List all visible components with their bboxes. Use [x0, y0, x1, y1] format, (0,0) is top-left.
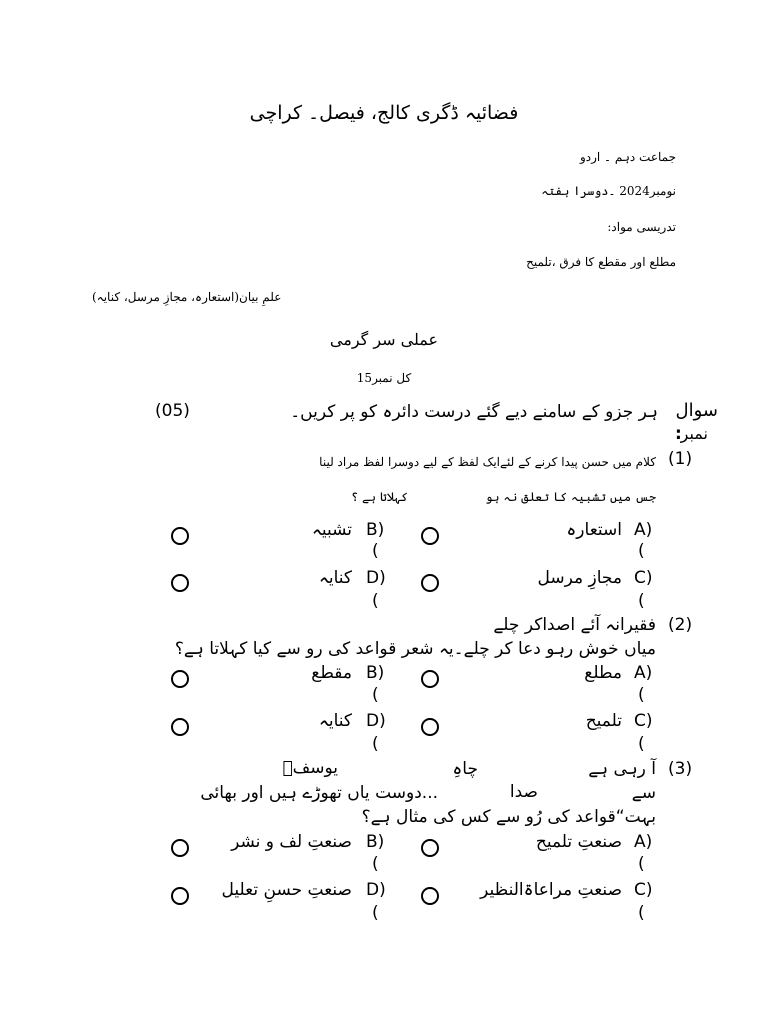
option-2b-radio[interactable]	[171, 670, 189, 688]
section-marks: (05)	[155, 401, 190, 421]
option-2b-label: مقطع	[311, 663, 352, 683]
topic-line: مطلع اور مقطع کا فرق ،تلمیح	[526, 255, 676, 269]
question-3-line3: بہت“قواعد کی رُو سے کس کی مثال ہے؟	[361, 807, 656, 827]
option-3b-label: صنعتِ لف و نشر	[231, 832, 352, 852]
section-instruction: ہر جزو کے سامنے دیے گئے درست دائرہ کو پر کریں۔	[290, 402, 658, 422]
option-1d-paren: (	[372, 591, 379, 611]
option-3d-radio[interactable]	[171, 887, 189, 905]
option-3b-paren: (	[372, 854, 379, 874]
option-1c-paren: (	[638, 591, 645, 611]
option-1d-radio[interactable]	[171, 574, 189, 592]
option-1b-paren: (	[372, 541, 379, 561]
option-2a-letter: A)	[634, 663, 653, 683]
section-colon: :	[675, 424, 682, 444]
question-1-line2: جس میں تشبیہ کا تعلق نہ ہو	[485, 490, 656, 504]
question-3-line2c: ...دوست یاں تھوڑے ہیں اور بھائی	[200, 783, 438, 803]
question-3-line2a: سے	[631, 783, 656, 803]
option-2a-label: مطلع	[584, 663, 622, 683]
option-3b-letter: B)	[366, 832, 385, 852]
question-3-line2b: صدا	[509, 782, 538, 802]
option-3a-letter: A)	[634, 832, 653, 852]
option-3d-label: صنعتِ حسنِ تعلیل	[221, 880, 352, 900]
option-2d-label: کنایہ	[318, 711, 352, 731]
option-2c-paren: (	[638, 734, 645, 754]
option-3a-paren: (	[638, 854, 645, 874]
option-3a-radio[interactable]	[421, 839, 439, 857]
ilm-line: علمِ بیان(استعارہ، مجازِ مرسل، کنایہ)	[92, 290, 282, 304]
option-1d-label: کنایہ	[318, 568, 352, 588]
activity-heading: عملی سر گرمی	[329, 330, 439, 349]
total-marks: کل نمبر15	[356, 371, 412, 385]
option-2a-radio[interactable]	[421, 670, 439, 688]
college-title: فضائیہ ڈگری کالج، فیصل۔ کراچی	[249, 102, 519, 124]
option-3c-paren: (	[638, 903, 645, 923]
option-1b-label: تشبیہ	[311, 520, 352, 540]
option-2b-paren: (	[372, 685, 379, 705]
option-1d-letter: D)	[366, 568, 386, 588]
option-3d-letter: D)	[366, 880, 386, 900]
option-1c-letter: C)	[634, 568, 653, 588]
option-3c-label: صنعتِ مراعاۃالنظیر	[480, 880, 622, 900]
option-3c-letter: C)	[634, 880, 653, 900]
option-3d-paren: (	[372, 903, 379, 923]
question-1-line3: کہلاتا ہے ؟	[351, 490, 408, 504]
question-2-line2: میاں خوش رہو دعا کر چلے۔یہ شعر قواعد کی رو سے کیا کہلاتا ہے؟	[174, 639, 656, 659]
question-2-line1: فقیرانہ آئے اصداکر چلے	[493, 615, 656, 635]
question-3-line1c: یوسفؑ	[282, 758, 338, 778]
question-3-line1b: چاہِ	[452, 759, 478, 779]
section-label: سوال	[675, 400, 718, 421]
section-label-2: نمبر	[680, 424, 708, 443]
option-2d-paren: (	[372, 734, 379, 754]
option-2c-letter: C)	[634, 711, 653, 731]
option-1b-radio[interactable]	[171, 527, 189, 545]
option-1c-label: مجازِ مرسل	[537, 568, 622, 588]
date-line: نومبر2024 ۔دوسرا ہفتہ	[541, 184, 676, 198]
option-2b-letter: B)	[366, 663, 385, 683]
option-3b-radio[interactable]	[171, 839, 189, 857]
option-2c-radio[interactable]	[421, 718, 439, 736]
question-3-number: (3)	[668, 759, 693, 779]
class-line: جماعت دہم ۔ اردو	[579, 150, 676, 164]
question-2-number: (2)	[668, 615, 693, 635]
option-1a-label: استعارہ	[566, 520, 622, 540]
option-1b-letter: B)	[366, 520, 385, 540]
option-2d-radio[interactable]	[171, 718, 189, 736]
question-1-line1: کلام میں حسن پیدا کرنے کے لئےایک لفظ کے لیے دوسرا لفظ مراد لینا	[319, 455, 656, 469]
option-1a-radio[interactable]	[421, 527, 439, 545]
question-1-number: (1)	[668, 449, 693, 469]
option-2a-paren: (	[638, 685, 645, 705]
option-1a-paren: (	[638, 541, 645, 561]
option-2c-label: تلمیح	[585, 711, 622, 731]
option-3a-label: صنعتِ تلمیح	[535, 832, 622, 852]
option-2d-letter: D)	[366, 711, 386, 731]
question-3-line1a: آ رہی ہے	[588, 759, 656, 779]
option-1a-letter: A)	[634, 520, 653, 540]
option-1c-radio[interactable]	[421, 574, 439, 592]
option-3c-radio[interactable]	[421, 887, 439, 905]
material-line: تدریسی مواد:	[607, 220, 676, 234]
